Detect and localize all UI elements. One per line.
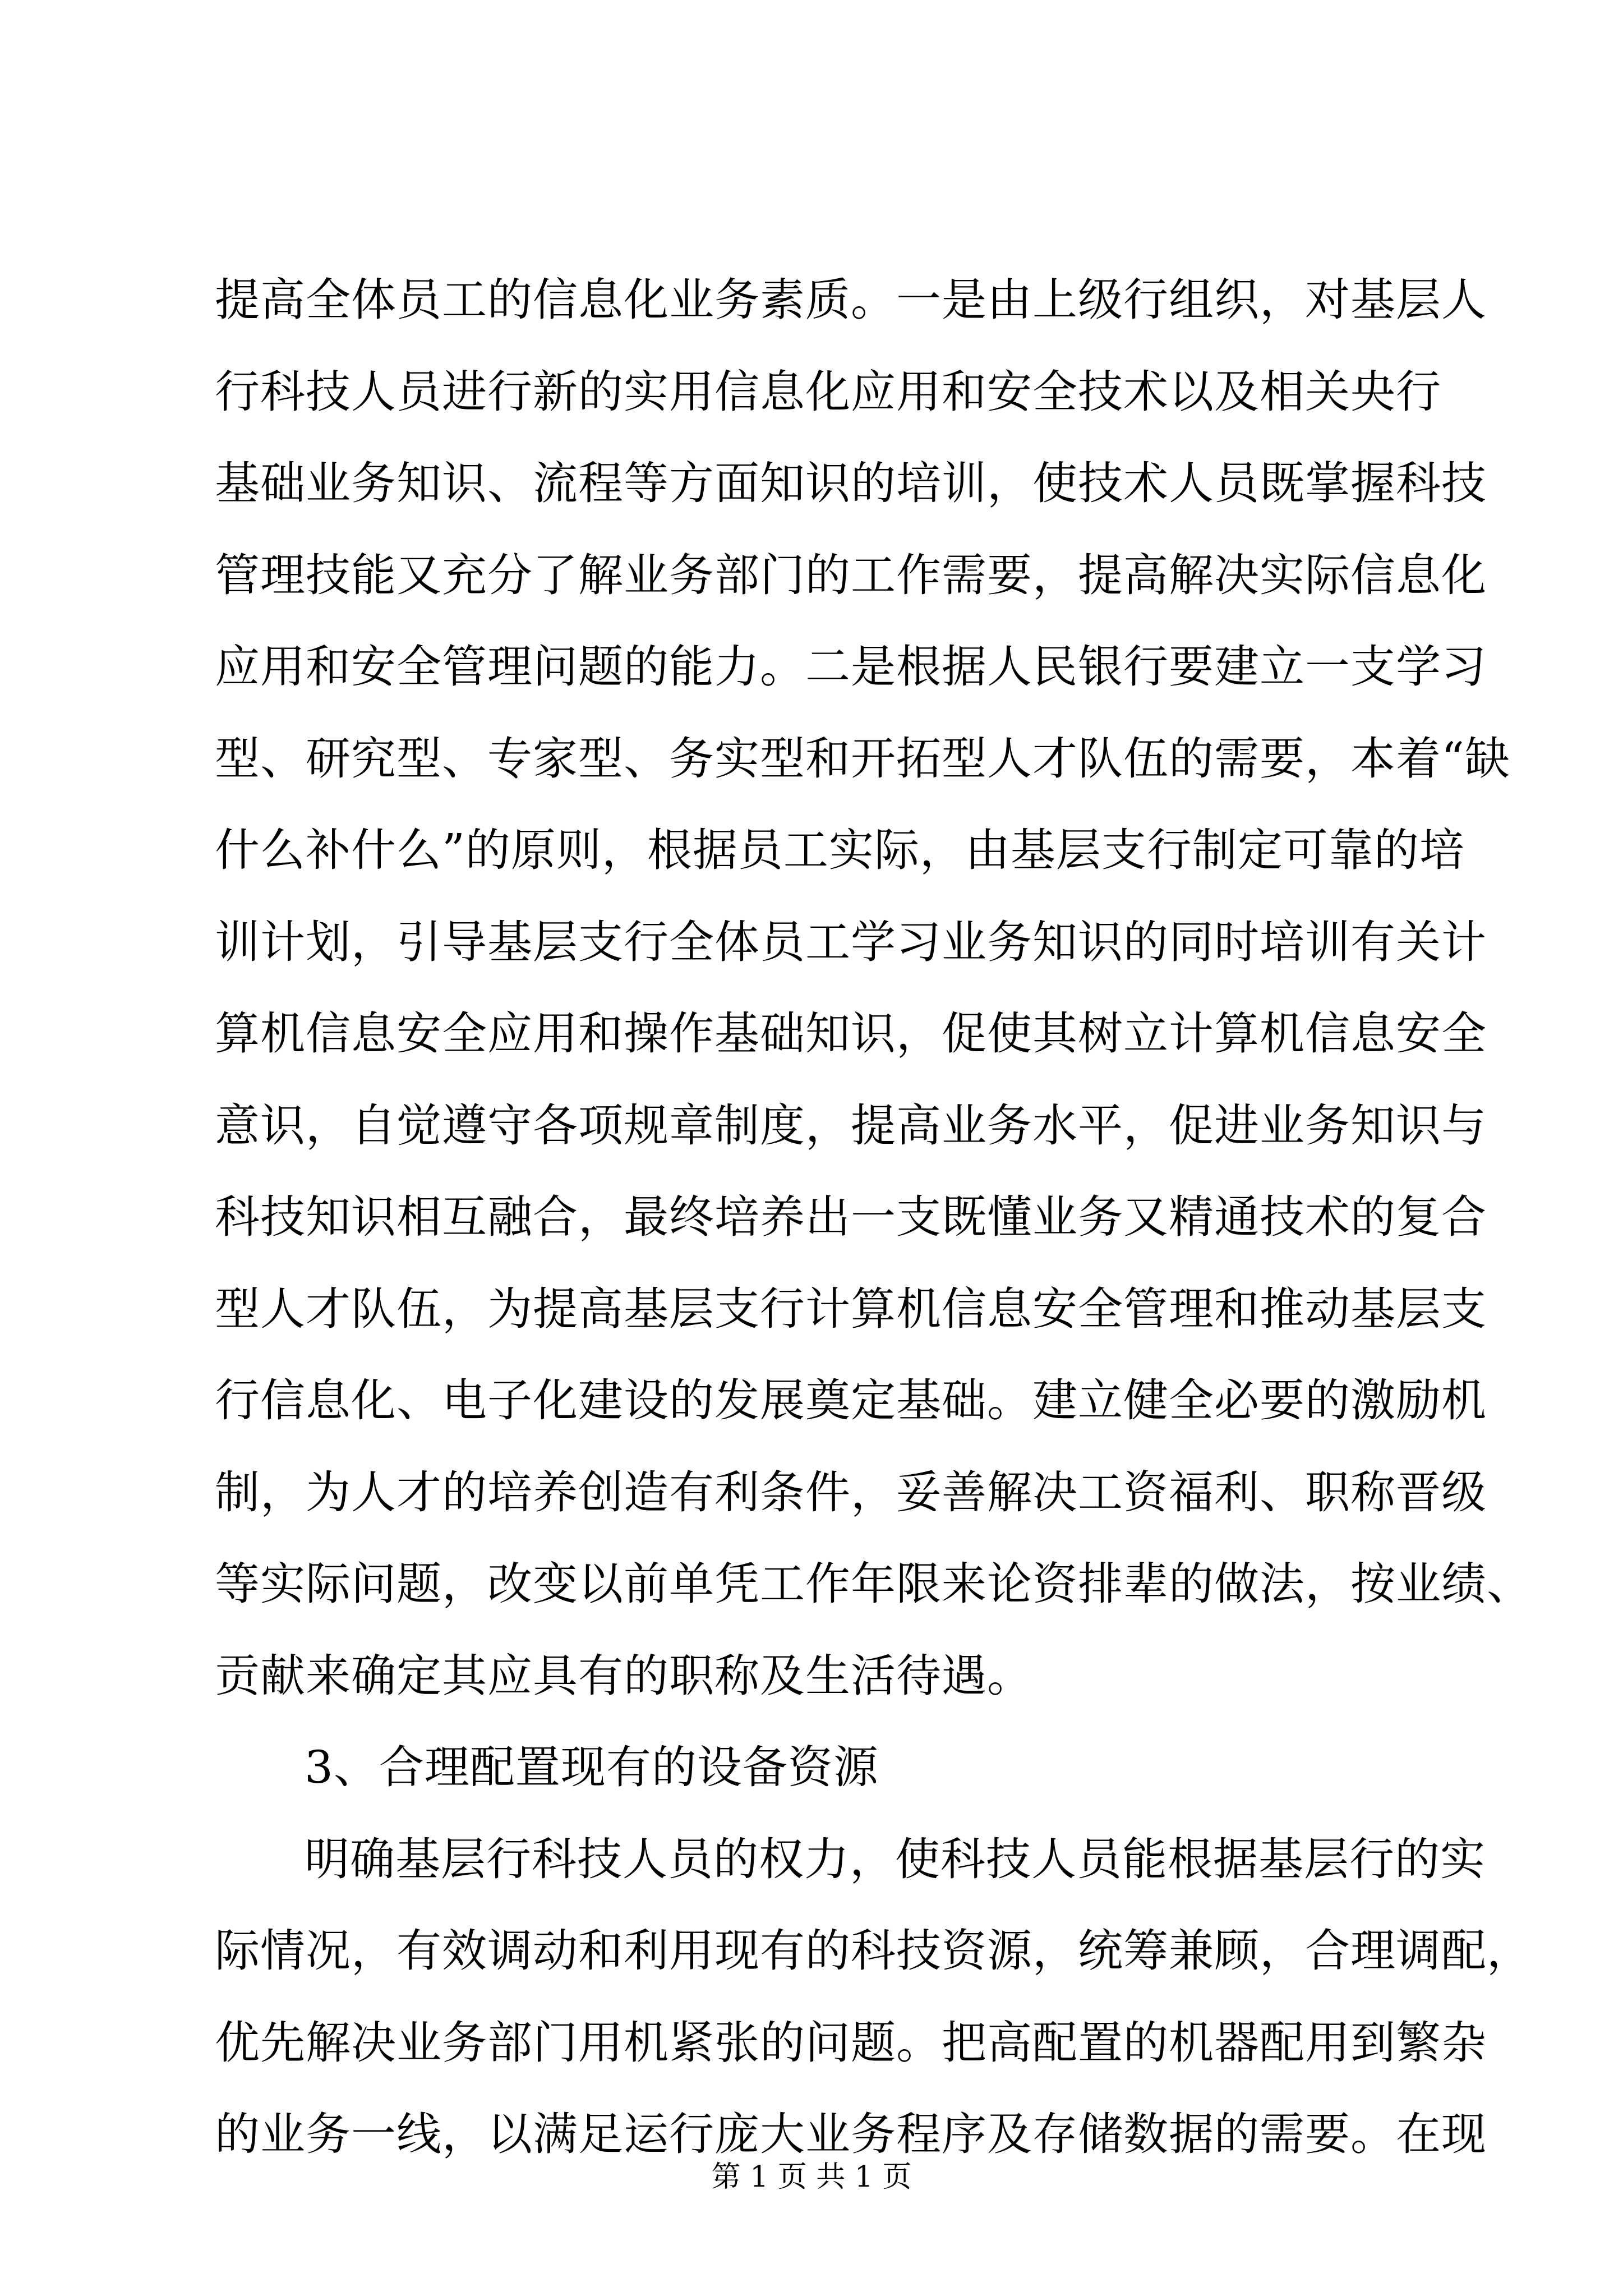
text-line: 型人才队伍，为提高基层支行计算机信息安全管理和推动基层支 bbox=[215, 1282, 1487, 1335]
page-number-footer: 第 1 页 共 1 页 bbox=[711, 2160, 912, 2194]
text-line: 际情况，有效调动和利用现有的科技资源，统筹兼顾，合理调配， bbox=[215, 1925, 1532, 1977]
text-line: 什么补什么”的原则，根据员工实际，由基层支行制定可靠的培 bbox=[215, 824, 1465, 876]
paragraph-1 bbox=[215, 254, 1532, 1722]
text-line: 贡献来确定其应具有的职称及生活待遇。 bbox=[215, 1649, 1032, 1702]
text-line: 算机信息安全应用和操作基础知识，促使其树立计算机信息安全 bbox=[215, 1007, 1487, 1060]
text-line: 应用和安全管理问题的能力。二是根据人民银行要建立一支学习 bbox=[215, 641, 1487, 693]
text-line: 基础业务知识、流程等方面知识的培训，使技术人员既掌握科技 bbox=[215, 457, 1487, 509]
text-line: 等实际问题，改变以前单凭工作年限来论资排辈的做法，按业绩、 bbox=[215, 1558, 1532, 1610]
text-line: 管理技能又充分了解业务部门的工作需要，提高解决实际信息化 bbox=[215, 549, 1487, 601]
text-line: 行信息化、电子化建设的发展奠定基础。建立健全必要的激励机 bbox=[215, 1374, 1487, 1427]
section-heading: 3、合理配置现有的设备资源 bbox=[305, 1741, 879, 1793]
text-line: 科技知识相互融合，最终培养出一支既懂业务又精通技术的复合 bbox=[215, 1191, 1487, 1243]
paragraph-2 bbox=[215, 1814, 1532, 2180]
text-line: 的业务一线，以满足运行庞大业务程序及存储数据的需要。在现 bbox=[215, 2108, 1487, 2160]
text-line: 意识，自觉遵守各项规章制度，提高业务水平，促进业务知识与 bbox=[215, 1099, 1487, 1152]
text-line: 行科技人员进行新的实用信息化应用和安全技术以及相关央行 bbox=[215, 365, 1441, 418]
text-line: 训计划，引导基层支行全体员工学习业务知识的同时培训有关计 bbox=[215, 915, 1487, 968]
text-line: 优先解决业务部门用机紧张的问题。把高配置的机器配用到繁杂 bbox=[215, 2016, 1487, 2069]
text-line: 制，为人才的培养创造有利条件，妥善解决工资福利、职称晋级 bbox=[215, 1466, 1487, 1519]
text-line: 明确基层行科技人员的权力，使科技人员能根据基层行的实 bbox=[305, 1833, 1486, 1885]
text-line: 提高全体员工的信息化业务素质。一是由上级行组织，对基层人 bbox=[215, 274, 1487, 326]
text-line: 型、研究型、专家型、务实型和开拓型人才队伍的需要，本着“缺 bbox=[215, 732, 1510, 785]
body-text bbox=[215, 254, 1532, 2180]
